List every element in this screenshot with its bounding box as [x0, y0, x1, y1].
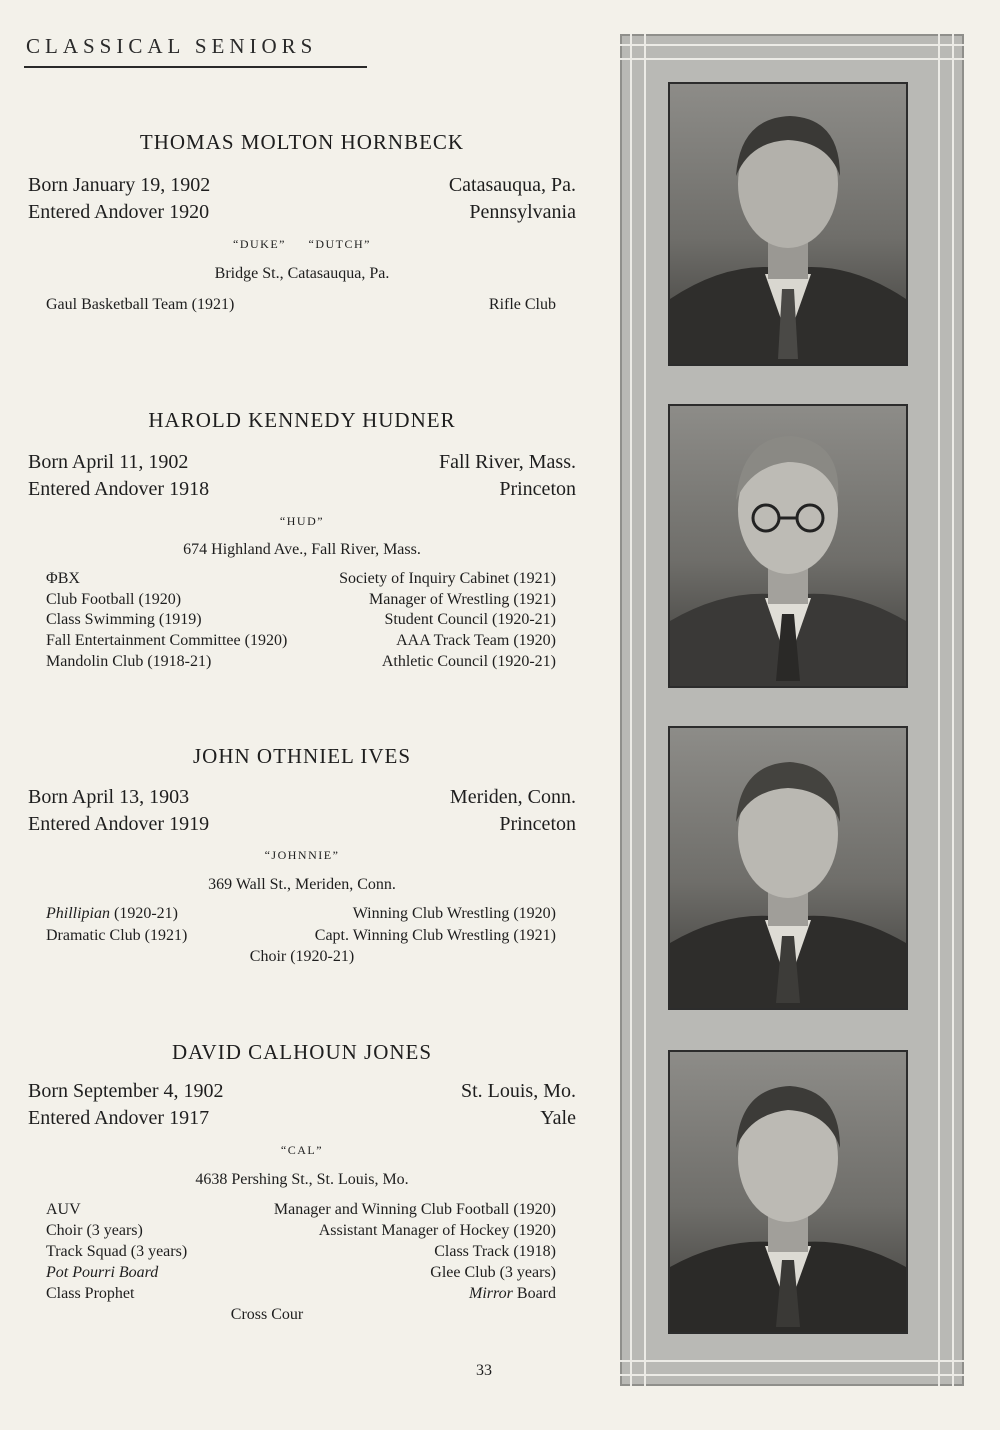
- address: 369 Wall St., Meriden, Conn.: [208, 876, 396, 893]
- activity: Fall Entertainment Committee (1920): [46, 632, 288, 649]
- birth-date: Born April 13, 1903: [28, 786, 190, 808]
- strip-border-line: [620, 1360, 964, 1362]
- hometown: Catasauqua, Pa.: [448, 174, 576, 196]
- hometown: Meriden, Conn.: [449, 786, 576, 808]
- address: Bridge St., Catasauqua, Pa.: [214, 265, 390, 282]
- strip-border-line: [630, 34, 632, 1386]
- birth-date: Born January 19, 1902: [28, 174, 211, 196]
- activity: Class Prophet: [46, 1285, 135, 1302]
- nicknames: “DUKE” “DUTCH”: [233, 237, 371, 251]
- senior-name: JOHN OTHNIEL IVES: [192, 744, 412, 768]
- activity: AAA Track Team (1920): [396, 632, 556, 649]
- activity: Choir (1920-21): [249, 948, 355, 965]
- activity: Society of Inquiry Cabinet (1921): [339, 570, 556, 587]
- activity: Dramatic Club (1921): [46, 927, 188, 944]
- publication-name: Phillipian: [46, 905, 110, 922]
- portrait-photo: [668, 726, 908, 1010]
- strip-border-line: [938, 34, 940, 1386]
- activity: [46, 905, 178, 923]
- activity: Choir (3 years): [46, 1222, 143, 1239]
- entered-year: Entered Andover 1920: [28, 201, 210, 223]
- nicknames: “CAL”: [280, 1143, 324, 1157]
- college: Princeton: [499, 813, 576, 835]
- portrait-photo: [668, 82, 908, 366]
- page-title: CLASSICAL SENIORS: [26, 34, 318, 58]
- birth-date: Born September 4, 1902: [28, 1080, 224, 1102]
- address: 4638 Pershing St., St. Louis, Mo.: [195, 1171, 409, 1188]
- activity: Rifle Club: [488, 296, 556, 313]
- activity: [469, 1285, 556, 1303]
- header-rule: [24, 66, 367, 68]
- activity: Assistant Manager of Hockey (1920): [318, 1222, 556, 1239]
- page-number: 33: [476, 1362, 492, 1379]
- photo-strip: [620, 34, 964, 1386]
- activity: Capt. Winning Club Wrestling (1921): [314, 927, 556, 944]
- strip-border-line: [620, 44, 964, 46]
- address: 674 Highland Ave., Fall River, Mass.: [183, 541, 421, 558]
- activity: Student Council (1920-21): [384, 611, 556, 628]
- college: Princeton: [499, 478, 576, 500]
- activity: Athletic Council (1920-21): [381, 653, 556, 670]
- strip-border-line: [620, 1374, 964, 1376]
- portrait-photo: [668, 1050, 908, 1334]
- activity: Gaul Basketball Team (1921): [46, 296, 235, 313]
- entered-year: Entered Andover 1917: [28, 1107, 210, 1129]
- activity: Track Squad (3 years): [46, 1243, 188, 1260]
- birth-date: Born April 11, 1902: [28, 451, 189, 473]
- senior-name: DAVID CALHOUN JONES: [171, 1040, 433, 1064]
- strip-border-line: [620, 58, 964, 60]
- senior-name: HAROLD KENNEDY HUDNER: [148, 408, 456, 432]
- activity: Glee Club (3 years): [430, 1264, 556, 1281]
- college: Pennsylvania: [469, 201, 576, 223]
- publication-name: Mirror: [469, 1285, 513, 1302]
- activity: Winning Club Wrestling (1920): [352, 905, 556, 922]
- activity: Class Track (1918): [434, 1243, 556, 1260]
- senior-name: THOMAS MOLTON HORNBECK: [139, 130, 465, 154]
- activity: Mandolin Club (1918-21): [46, 653, 212, 670]
- entered-year: Entered Andover 1919: [28, 813, 210, 835]
- college: Yale: [540, 1107, 576, 1129]
- activity-role: Board: [516, 1285, 556, 1302]
- activity: ΦBX: [46, 570, 80, 587]
- portrait-photo: [668, 404, 908, 688]
- activity: Manager of Wrestling (1921): [368, 591, 556, 608]
- activity: Class Swimming (1919): [46, 611, 202, 628]
- hometown: St. Louis, Mo.: [460, 1080, 576, 1102]
- activity: AUV: [46, 1201, 81, 1218]
- activity-years: (1920-21): [114, 905, 178, 922]
- strip-border-line: [952, 34, 954, 1386]
- nicknames: “JOHNNIE”: [264, 848, 340, 862]
- activity: Manager and Winning Club Football (1920): [273, 1201, 556, 1218]
- activity: Pot Pourri Board: [46, 1264, 159, 1281]
- nicknames: “HUD”: [279, 514, 325, 528]
- entered-year: Entered Andover 1918: [28, 478, 210, 500]
- activity: Cross Cour: [230, 1306, 304, 1323]
- strip-border-line: [644, 34, 646, 1386]
- activity: Club Football (1920): [46, 591, 182, 608]
- hometown: Fall River, Mass.: [439, 451, 576, 473]
